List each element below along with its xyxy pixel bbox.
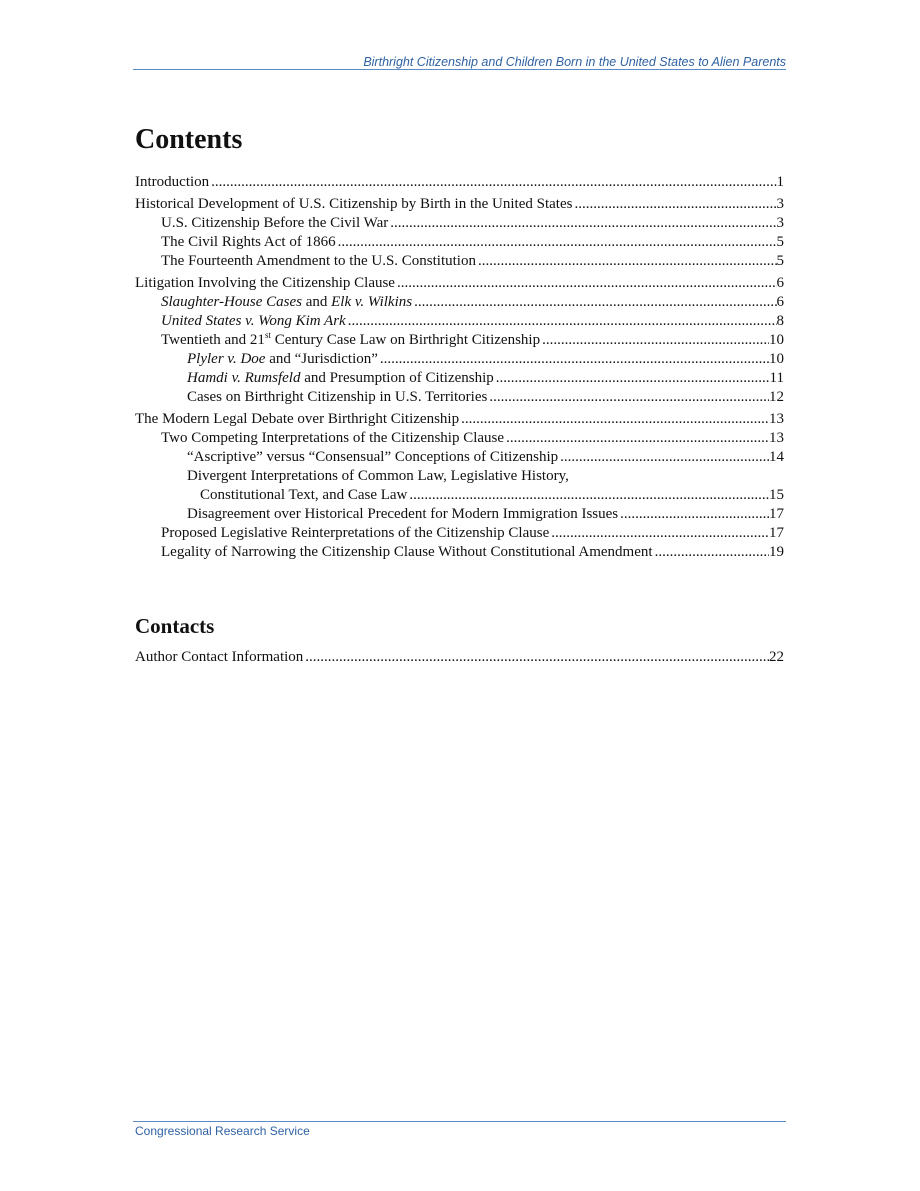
- toc-entry-title: Hamdi v. Rumsfeld and Presumption of Citizenship: [187, 370, 494, 386]
- toc-entry-title: U.S. Citizenship Before the Civil War: [161, 215, 389, 231]
- toc-entry-title: The Modern Legal Debate over Birthright Citizenship: [135, 411, 460, 427]
- toc-entry-page: 6: [776, 294, 784, 310]
- toc-entry-title: The Civil Rights Act of 1866: [161, 234, 336, 250]
- toc-entry[interactable]: [135, 214, 784, 233]
- toc-entry-title: Slaughter-House Cases and Elk v. Wilkins: [161, 294, 413, 310]
- toc-entry-page: 22: [769, 649, 784, 665]
- toc-entry[interactable]: [135, 350, 784, 369]
- toc-entry[interactable]: [135, 312, 784, 331]
- toc-entry[interactable]: [135, 410, 784, 429]
- toc-entry[interactable]: [135, 524, 784, 543]
- toc-entry-title: Disagreement over Historical Precedent for Modern Immigration Issues: [187, 506, 619, 522]
- contacts-heading: Contacts: [135, 614, 215, 638]
- toc-entry-title: Author Contact Information: [135, 649, 304, 665]
- contents-heading: Contents: [135, 124, 243, 155]
- toc-entry[interactable]: [135, 648, 784, 667]
- toc-entry-title: United States v. Wong Kim Ark: [161, 313, 346, 329]
- footer-publisher: Congressional Research Service: [135, 1124, 310, 1138]
- toc-entry[interactable]: [135, 173, 784, 192]
- toc-entry-title: Proposed Legislative Reinterpretations of the Citizenship Clause: [161, 525, 550, 541]
- toc-entry-page: 1: [776, 174, 784, 190]
- toc-entry-page: 13: [769, 411, 784, 427]
- toc-entry-page: 17: [769, 525, 784, 541]
- table-of-contents: [135, 173, 784, 562]
- toc-entry[interactable]: [135, 293, 784, 312]
- toc-entry-page: 15: [769, 487, 784, 503]
- toc-entry[interactable]: [135, 388, 784, 407]
- toc-entry-page: 5: [776, 253, 784, 269]
- toc-entry[interactable]: [135, 448, 784, 467]
- toc-entry-title-line1: Divergent Interpretations of Common Law, Legislative History,: [187, 468, 569, 484]
- toc-entry-title: Two Competing Interpretations of the Citizenship Clause: [161, 430, 505, 446]
- running-header: Birthright Citizenship and Children Born in the United States to Alien Parents: [363, 55, 786, 69]
- toc-entry-page: 11: [769, 370, 784, 386]
- toc-entry[interactable]: [135, 233, 784, 252]
- toc-entry-title: Legality of Narrowing the Citizenship Clause Without Constitutional Amendment: [161, 544, 653, 560]
- toc-entry-page: 19: [769, 544, 784, 560]
- toc-entry[interactable]: [135, 369, 784, 388]
- toc-entry-multiline[interactable]: [135, 467, 784, 505]
- toc-entry-title: Cases on Birthright Citizenship in U.S. Territories: [187, 389, 488, 405]
- toc-entry-page: 14: [769, 449, 784, 465]
- toc-entry[interactable]: [135, 429, 784, 448]
- toc-entry-title-line2: Constitutional Text, and Case Law: [200, 487, 408, 503]
- toc-entry-page: 10: [769, 332, 784, 348]
- toc-entry-title: Introduction: [135, 174, 210, 190]
- toc-entry[interactable]: [135, 331, 784, 350]
- toc-entry-page: 3: [776, 215, 784, 231]
- toc-entry-title: The Fourteenth Amendment to the U.S. Constitution: [161, 253, 476, 269]
- footer-rule: [133, 1121, 786, 1122]
- toc-entry-page: 3: [776, 196, 784, 212]
- toc-entry-page: 17: [769, 506, 784, 522]
- toc-entry-page: 6: [776, 275, 784, 291]
- toc-entry-page: 5: [776, 234, 784, 250]
- toc-entry-title: Twentieth and 21st Century Case Law on Birthright Citizenship: [161, 330, 541, 348]
- toc-entry[interactable]: [135, 505, 784, 524]
- toc-entry-page: 8: [776, 313, 784, 329]
- toc-entry[interactable]: [135, 195, 784, 214]
- toc-entry[interactable]: [135, 274, 784, 293]
- toc-entry-page: 12: [769, 389, 784, 405]
- toc-entry-page: 13: [769, 430, 784, 446]
- toc-entry-page: 10: [769, 351, 784, 367]
- toc-entry-title: Plyler v. Doe and “Jurisdiction”: [187, 351, 378, 367]
- header-rule: [133, 69, 786, 70]
- toc-entry-title: Historical Development of U.S. Citizenship by Birth in the United States: [135, 196, 573, 212]
- toc-entry-title: Litigation Involving the Citizenship Clause: [135, 275, 395, 291]
- contacts-list: [135, 648, 784, 667]
- toc-entry[interactable]: [135, 252, 784, 271]
- toc-entry[interactable]: [135, 543, 784, 562]
- toc-entry-title: “Ascriptive” versus “Consensual” Conceptions of Citizenship: [187, 449, 559, 465]
